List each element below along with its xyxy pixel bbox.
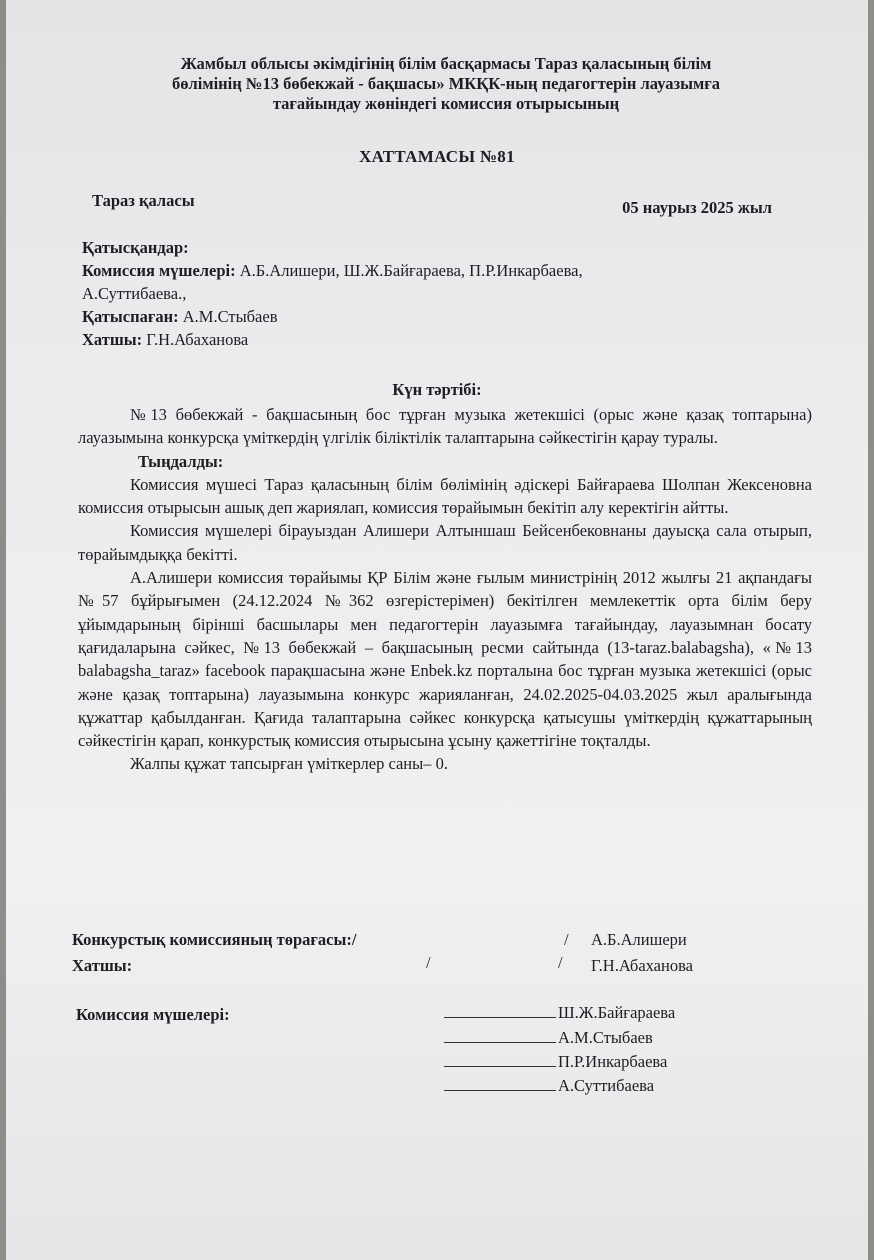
signature-line [444, 1003, 556, 1018]
secretary-label: Хатшы: [82, 330, 143, 349]
absent-value: А.М.Стыбаев [178, 307, 278, 326]
protocol-title: ХАТТАМАСЫ №81 [359, 147, 515, 166]
member-name: А.М.Стыбаев [558, 1028, 653, 1047]
absent-label: Қатыспаған: [82, 307, 179, 326]
secretary-slash-1: / [426, 953, 431, 972]
secretary-value: Г.Н.Абаханова [142, 330, 249, 349]
member-name: Ш.Ж.Байғараева [558, 1003, 676, 1022]
member-name: П.Р.Инкарбаева [558, 1052, 668, 1071]
secretary-slash-2: / [558, 953, 563, 972]
header-line-2: бөлімінің №13 бөбекжай - бақшасы» МКҚК-ның педагогтерін лауазымға [172, 74, 720, 93]
members-value-2: А.Суттибаева., [82, 284, 187, 303]
header-line-3: тағайындау жөніндегі комиссия отырысының [272, 94, 620, 113]
members-value: А.Б.Алишери, Ш.Ж.Байғараева, П.Р.Инкарбаева, [235, 261, 583, 280]
attendance-block [82, 236, 782, 351]
member-signature-3 [444, 1052, 667, 1072]
secretary-sign-name: Г.Н.Абаханова [591, 956, 693, 975]
paragraph-2: Комиссия мүшелері бірауыздан Алишери Алтыншаш Бейсенбековнаны дауысқа сала отырып, төрайымдыққа бекітті. [78, 521, 812, 564]
member-name: А.Суттибаева [558, 1076, 655, 1095]
secretary-sign-label: Хатшы: [72, 956, 133, 975]
document-header [46, 54, 846, 114]
paragraph-4: Жалпы құжат тапсырған үміткерлер саны– 0. [130, 754, 448, 774]
city-label: Тараз қаласы [92, 191, 195, 210]
signature-line [444, 1028, 556, 1043]
participants-label: Қатысқандар: [82, 238, 189, 257]
member-signature-1 [444, 1003, 675, 1023]
chair-label: Конкурстық комиссияның төрағасы:/ [72, 930, 357, 949]
signature-line [444, 1076, 556, 1091]
agenda-paragraph: №13 бөбекжай - бақшасының бос тұрған музыка жетекшісі (орыс және қазақ топтарына) лауазымына конкурсқа үміткердің үлгілік біліктілік талаптарына сәйкестігін қарау туралы. [78, 405, 812, 448]
paragraph-1: Комиссия мүшесі Тараз қаласының білім бөлімінің әдіскері Байғараева Шолпан Жексеновна комиссия отырысын ашық деп жариялап, комиссия төрайымын бекітіп алу керектігін айтты. [78, 474, 812, 518]
agenda-title: Күн тәртібі: [392, 380, 482, 399]
signature-line [444, 1052, 556, 1067]
header-line-1: Жамбыл облысы әкімдігінің білім басқармасы Тараз қаласының білім [180, 54, 712, 73]
chair-slash: / [564, 930, 569, 949]
chair-name: А.Б.Алишери [591, 930, 687, 949]
date-label: 05 наурыз 2025 жыл [622, 198, 772, 217]
paragraph-3: А.Алишери комиссия төрайымы ҚР Білім және ғылым министрінің 2012 жылғы 21 ақпандағы №57 бұйрығымен (24.12.2024 №362 өзгерістерімен) бекітілген мемлекеттік орта білім беру ұйымдарының бірінші басшылары мен педагогтерін лауазымға тағайындау, лауазымнан босату қағидаларына сәйкес, №13 бөбекжай – бақшасының ресми сайтында (13-taraz.balabagsha), «№13 balabagsha_taraz» facebook парақшасына және Enbek.kz порталына бос тұрған музыка жетекшісі (орыс және қазақ топтарына) лауазымына конкурс жарияланған, 24.02.2025-04.03.2025 жыл аралығында құжаттар қабылданған. Қағида талаптарына сәйкес конкурсқа қатысушы үміткердің құжаттарының сәйкестігін қарап, конкурстық комиссия отырысына ұсыну қажеттігіне тоқталды. [78, 568, 812, 751]
member-signature-2 [444, 1028, 653, 1048]
body-text [78, 403, 812, 776]
members-sign-label: Комиссия мүшелері: [76, 1005, 230, 1024]
heard-heading: Тыңдалды: [138, 451, 224, 471]
member-signature-4 [444, 1076, 654, 1096]
document-page [6, 0, 868, 1260]
members-label: Комиссия мүшелері: [82, 261, 236, 280]
